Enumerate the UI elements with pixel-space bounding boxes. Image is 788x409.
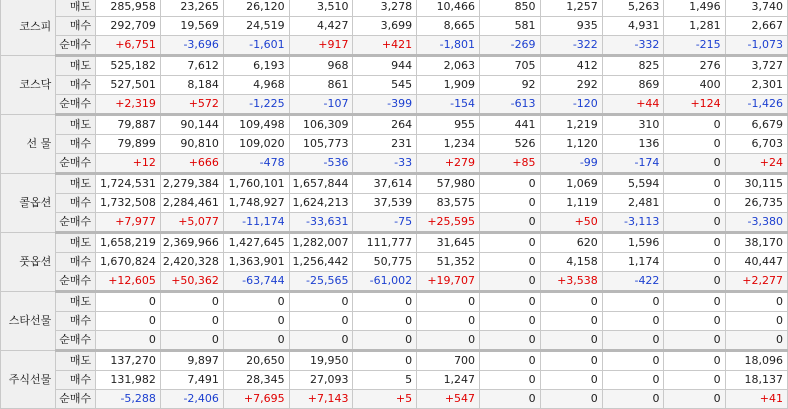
value-cell: -399 — [353, 95, 417, 115]
value-cell: 7,612 — [160, 56, 223, 76]
row-label: 매수 — [56, 76, 96, 95]
row-label: 매도 — [56, 233, 96, 253]
value-cell: 0 — [353, 292, 417, 312]
value-cell: 412 — [540, 56, 602, 76]
value-cell: 90,144 — [160, 115, 223, 135]
value-cell: 0 — [480, 351, 541, 371]
value-cell: +2,319 — [96, 95, 161, 115]
value-cell: 83,575 — [417, 194, 480, 213]
value-cell: -5,288 — [96, 390, 161, 409]
value-cell: +41 — [725, 390, 787, 409]
value-cell: 0 — [664, 233, 725, 253]
value-cell: -107 — [289, 95, 353, 115]
value-cell: -3,113 — [602, 213, 664, 233]
row-label: 매수 — [56, 312, 96, 331]
value-cell: 0 — [480, 331, 541, 351]
value-cell: 28,345 — [223, 371, 289, 390]
value-cell: 109,498 — [223, 115, 289, 135]
value-cell: 1,219 — [540, 115, 602, 135]
value-cell: 1,748,927 — [223, 194, 289, 213]
value-cell: -422 — [602, 272, 664, 292]
value-cell: -613 — [480, 95, 541, 115]
value-cell: 0 — [602, 292, 664, 312]
value-cell: 37,539 — [353, 194, 417, 213]
value-cell: 0 — [160, 312, 223, 331]
row-label: 순매수 — [56, 95, 96, 115]
value-cell: -99 — [540, 154, 602, 174]
value-cell: 0 — [96, 292, 161, 312]
value-cell: +12 — [96, 154, 161, 174]
value-cell: 0 — [602, 351, 664, 371]
value-cell: -33 — [353, 154, 417, 174]
table-row — [1, 331, 788, 351]
value-cell: 50,775 — [353, 253, 417, 272]
group-label: 콜옵션 — [1, 174, 56, 233]
row-label: 매도 — [56, 0, 96, 17]
value-cell: -215 — [664, 36, 725, 56]
value-cell: 935 — [540, 17, 602, 36]
value-cell: 0 — [289, 331, 353, 351]
value-cell: 57,980 — [417, 174, 480, 194]
value-cell: 264 — [353, 115, 417, 135]
value-cell: 2,420,328 — [160, 253, 223, 272]
value-cell: 0 — [725, 292, 787, 312]
value-cell: -63,744 — [223, 272, 289, 292]
value-cell: -61,002 — [353, 272, 417, 292]
value-cell: 2,284,461 — [160, 194, 223, 213]
value-cell: 4,427 — [289, 17, 353, 36]
value-cell: +44 — [602, 95, 664, 115]
value-cell: -2,406 — [160, 390, 223, 409]
value-cell: 3,740 — [725, 0, 787, 17]
value-cell: 968 — [289, 56, 353, 76]
value-cell: -3,380 — [725, 213, 787, 233]
value-cell: 24,519 — [223, 17, 289, 36]
value-cell: 6,679 — [725, 115, 787, 135]
value-cell: 2,667 — [725, 17, 787, 36]
row-label: 매수 — [56, 135, 96, 154]
value-cell: +7,695 — [223, 390, 289, 409]
value-cell: 0 — [664, 135, 725, 154]
value-cell: 23,265 — [160, 0, 223, 17]
table-row — [1, 272, 788, 292]
value-cell: 0 — [353, 312, 417, 331]
row-label: 순매수 — [56, 272, 96, 292]
value-cell: 51,352 — [417, 253, 480, 272]
value-cell: -33,631 — [289, 213, 353, 233]
value-cell: +666 — [160, 154, 223, 174]
value-cell: 292,709 — [96, 17, 161, 36]
value-cell: 2,369,966 — [160, 233, 223, 253]
value-cell: 955 — [417, 115, 480, 135]
value-cell: 869 — [602, 76, 664, 95]
row-label: 매수 — [56, 371, 96, 390]
value-cell: 109,020 — [223, 135, 289, 154]
value-cell: 545 — [353, 76, 417, 95]
table-row — [1, 233, 788, 253]
row-label: 매수 — [56, 253, 96, 272]
value-cell: 1,496 — [664, 0, 725, 17]
value-cell: 8,665 — [417, 17, 480, 36]
value-cell: 1,658,219 — [96, 233, 161, 253]
table-row — [1, 135, 788, 154]
table-row — [1, 95, 788, 115]
group-label: 풋옵션 — [1, 233, 56, 292]
value-cell: 1,247 — [417, 371, 480, 390]
table-row — [1, 253, 788, 272]
table-row — [1, 194, 788, 213]
value-cell: 400 — [664, 76, 725, 95]
value-cell: 0 — [223, 312, 289, 331]
value-cell: 1,732,508 — [96, 194, 161, 213]
value-cell: -25,565 — [289, 272, 353, 292]
value-cell: 1,670,824 — [96, 253, 161, 272]
value-cell: 18,096 — [725, 351, 787, 371]
value-cell: +917 — [289, 36, 353, 56]
value-cell: -1,426 — [725, 95, 787, 115]
value-cell: -1,801 — [417, 36, 480, 56]
value-cell: 0 — [540, 312, 602, 331]
value-cell: 0 — [480, 390, 541, 409]
value-cell: +50 — [540, 213, 602, 233]
value-cell: 6,703 — [725, 135, 787, 154]
table-row — [1, 292, 788, 312]
value-cell: 2,301 — [725, 76, 787, 95]
value-cell: 0 — [664, 213, 725, 233]
value-cell: 1,624,213 — [289, 194, 353, 213]
value-cell: 79,899 — [96, 135, 161, 154]
value-cell: -536 — [289, 154, 353, 174]
value-cell: 700 — [417, 351, 480, 371]
value-cell: 0 — [96, 331, 161, 351]
value-cell: 0 — [480, 371, 541, 390]
value-cell: 106,309 — [289, 115, 353, 135]
value-cell: 1,760,101 — [223, 174, 289, 194]
value-cell: 0 — [540, 351, 602, 371]
value-cell: 18,137 — [725, 371, 787, 390]
value-cell: +50,362 — [160, 272, 223, 292]
value-cell: 0 — [664, 174, 725, 194]
value-cell: +547 — [417, 390, 480, 409]
table-row — [1, 213, 788, 233]
value-cell: 292 — [540, 76, 602, 95]
value-cell: -120 — [540, 95, 602, 115]
value-cell: 0 — [417, 292, 480, 312]
value-cell: 0 — [417, 331, 480, 351]
value-cell: 26,735 — [725, 194, 787, 213]
value-cell: +279 — [417, 154, 480, 174]
table-row — [1, 115, 788, 135]
row-label: 매도 — [56, 351, 96, 371]
row-label: 순매수 — [56, 331, 96, 351]
value-cell: 0 — [480, 253, 541, 272]
value-cell: 3,510 — [289, 0, 353, 17]
value-cell: 0 — [664, 312, 725, 331]
value-cell: 111,777 — [353, 233, 417, 253]
value-cell: -11,174 — [223, 213, 289, 233]
value-cell: +24 — [725, 154, 787, 174]
value-cell: 19,950 — [289, 351, 353, 371]
value-cell: 38,170 — [725, 233, 787, 253]
value-cell: 5 — [353, 371, 417, 390]
value-cell: 0 — [602, 331, 664, 351]
value-cell: 9,897 — [160, 351, 223, 371]
value-cell: +7,143 — [289, 390, 353, 409]
value-cell: 4,158 — [540, 253, 602, 272]
value-cell: -478 — [223, 154, 289, 174]
value-cell: 0 — [664, 331, 725, 351]
value-cell: 3,699 — [353, 17, 417, 36]
value-cell: 0 — [725, 331, 787, 351]
value-cell: 5,263 — [602, 0, 664, 17]
value-cell: +12,605 — [96, 272, 161, 292]
value-cell: -332 — [602, 36, 664, 56]
value-cell: 1,427,645 — [223, 233, 289, 253]
value-cell: 4,931 — [602, 17, 664, 36]
value-cell: 0 — [664, 253, 725, 272]
value-cell: 5,594 — [602, 174, 664, 194]
value-cell: 0 — [664, 194, 725, 213]
value-cell: 0 — [664, 371, 725, 390]
table-row — [1, 312, 788, 331]
value-cell: 4,968 — [223, 76, 289, 95]
value-cell: 2,063 — [417, 56, 480, 76]
value-cell: +25,595 — [417, 213, 480, 233]
value-cell: 0 — [540, 292, 602, 312]
value-cell: 2,279,384 — [160, 174, 223, 194]
value-cell: +421 — [353, 36, 417, 56]
value-cell: 6,193 — [223, 56, 289, 76]
value-cell: 1,234 — [417, 135, 480, 154]
row-label: 매도 — [56, 56, 96, 76]
value-cell: 90,810 — [160, 135, 223, 154]
value-cell: 0 — [480, 194, 541, 213]
value-cell: 0 — [353, 351, 417, 371]
value-cell: 0 — [480, 233, 541, 253]
value-cell: 136 — [602, 135, 664, 154]
value-cell: 0 — [725, 312, 787, 331]
value-cell: 861 — [289, 76, 353, 95]
value-cell: 92 — [480, 76, 541, 95]
value-cell: 1,281 — [664, 17, 725, 36]
value-cell: 944 — [353, 56, 417, 76]
table-row — [1, 154, 788, 174]
value-cell: 0 — [664, 390, 725, 409]
value-cell: +7,977 — [96, 213, 161, 233]
value-cell: 0 — [664, 292, 725, 312]
value-cell: 105,773 — [289, 135, 353, 154]
value-cell: 285,958 — [96, 0, 161, 17]
value-cell: 0 — [480, 312, 541, 331]
value-cell: -269 — [480, 36, 541, 56]
table-row — [1, 56, 788, 76]
value-cell: 0 — [480, 213, 541, 233]
value-cell: 1,363,901 — [223, 253, 289, 272]
value-cell: 0 — [602, 312, 664, 331]
value-cell: 0 — [289, 312, 353, 331]
value-cell: 131,982 — [96, 371, 161, 390]
value-cell: 1,256,442 — [289, 253, 353, 272]
value-cell: 581 — [480, 17, 541, 36]
value-cell: 1,596 — [602, 233, 664, 253]
value-cell: 0 — [223, 292, 289, 312]
value-cell: +5,077 — [160, 213, 223, 233]
value-cell: 0 — [602, 390, 664, 409]
value-cell: 31,645 — [417, 233, 480, 253]
value-cell: 0 — [540, 371, 602, 390]
value-cell: -322 — [540, 36, 602, 56]
value-cell: 0 — [353, 331, 417, 351]
value-cell: 79,887 — [96, 115, 161, 135]
value-cell: 441 — [480, 115, 541, 135]
value-cell: 7,491 — [160, 371, 223, 390]
value-cell: +5 — [353, 390, 417, 409]
table-row — [1, 0, 788, 17]
value-cell: +572 — [160, 95, 223, 115]
value-cell: 8,184 — [160, 76, 223, 95]
row-label: 매도 — [56, 174, 96, 194]
value-cell: 30,115 — [725, 174, 787, 194]
value-cell: 19,569 — [160, 17, 223, 36]
value-cell: 527,501 — [96, 76, 161, 95]
value-cell: +124 — [664, 95, 725, 115]
value-cell: -1,073 — [725, 36, 787, 56]
table-row — [1, 351, 788, 371]
table-row — [1, 36, 788, 56]
value-cell: 1,282,007 — [289, 233, 353, 253]
value-cell: +6,751 — [96, 36, 161, 56]
row-label: 매도 — [56, 292, 96, 312]
value-cell: 1,120 — [540, 135, 602, 154]
value-cell: 231 — [353, 135, 417, 154]
value-cell: 1,724,531 — [96, 174, 161, 194]
value-cell: 26,120 — [223, 0, 289, 17]
row-label: 매수 — [56, 17, 96, 36]
value-cell: 2,481 — [602, 194, 664, 213]
value-cell: 137,270 — [96, 351, 161, 371]
value-cell: 1,257 — [540, 0, 602, 17]
row-label: 순매수 — [56, 390, 96, 409]
row-label: 순매수 — [56, 154, 96, 174]
value-cell: 0 — [540, 331, 602, 351]
row-label: 매수 — [56, 194, 96, 213]
value-cell: -174 — [602, 154, 664, 174]
value-cell: -154 — [417, 95, 480, 115]
value-cell: 825 — [602, 56, 664, 76]
value-cell: 0 — [417, 312, 480, 331]
value-cell: 1,069 — [540, 174, 602, 194]
table-row — [1, 174, 788, 194]
value-cell: +3,538 — [540, 272, 602, 292]
table-row — [1, 17, 788, 36]
group-label: 주식선물 — [1, 351, 56, 409]
value-cell: -1,601 — [223, 36, 289, 56]
value-cell: 0 — [664, 272, 725, 292]
row-label: 매도 — [56, 115, 96, 135]
value-cell: 1,119 — [540, 194, 602, 213]
value-cell: 310 — [602, 115, 664, 135]
value-cell: 20,650 — [223, 351, 289, 371]
value-cell: -1,225 — [223, 95, 289, 115]
value-cell: 0 — [289, 292, 353, 312]
value-cell: 0 — [664, 115, 725, 135]
value-cell: 525,182 — [96, 56, 161, 76]
value-cell: 40,447 — [725, 253, 787, 272]
value-cell: 0 — [602, 371, 664, 390]
value-cell: 3,278 — [353, 0, 417, 17]
value-cell: -75 — [353, 213, 417, 233]
value-cell: 10,466 — [417, 0, 480, 17]
group-label: 선 물 — [1, 115, 56, 174]
value-cell: +19,707 — [417, 272, 480, 292]
value-cell: 276 — [664, 56, 725, 76]
value-cell: 0 — [480, 292, 541, 312]
value-cell: 526 — [480, 135, 541, 154]
group-label: 코스피 — [1, 0, 56, 56]
value-cell: 1,657,844 — [289, 174, 353, 194]
value-cell: 0 — [480, 272, 541, 292]
value-cell: 0 — [480, 174, 541, 194]
row-label: 순매수 — [56, 213, 96, 233]
value-cell: 0 — [223, 331, 289, 351]
value-cell: 850 — [480, 0, 541, 17]
value-cell: 620 — [540, 233, 602, 253]
value-cell: 1,909 — [417, 76, 480, 95]
table-row — [1, 371, 788, 390]
group-label: 스타선물 — [1, 292, 56, 351]
value-cell: 0 — [160, 292, 223, 312]
table-row — [1, 76, 788, 95]
value-cell: 27,093 — [289, 371, 353, 390]
value-cell: 0 — [160, 331, 223, 351]
value-cell: 705 — [480, 56, 541, 76]
group-label: 코스닥 — [1, 56, 56, 115]
value-cell: 0 — [664, 351, 725, 371]
value-cell: 0 — [664, 154, 725, 174]
value-cell: 37,614 — [353, 174, 417, 194]
value-cell: 3,727 — [725, 56, 787, 76]
value-cell: +2,277 — [725, 272, 787, 292]
value-cell: 0 — [540, 390, 602, 409]
value-cell: -3,696 — [160, 36, 223, 56]
value-cell: +85 — [480, 154, 541, 174]
row-label: 순매수 — [56, 36, 96, 56]
value-cell: 1,174 — [602, 253, 664, 272]
value-cell: 0 — [96, 312, 161, 331]
